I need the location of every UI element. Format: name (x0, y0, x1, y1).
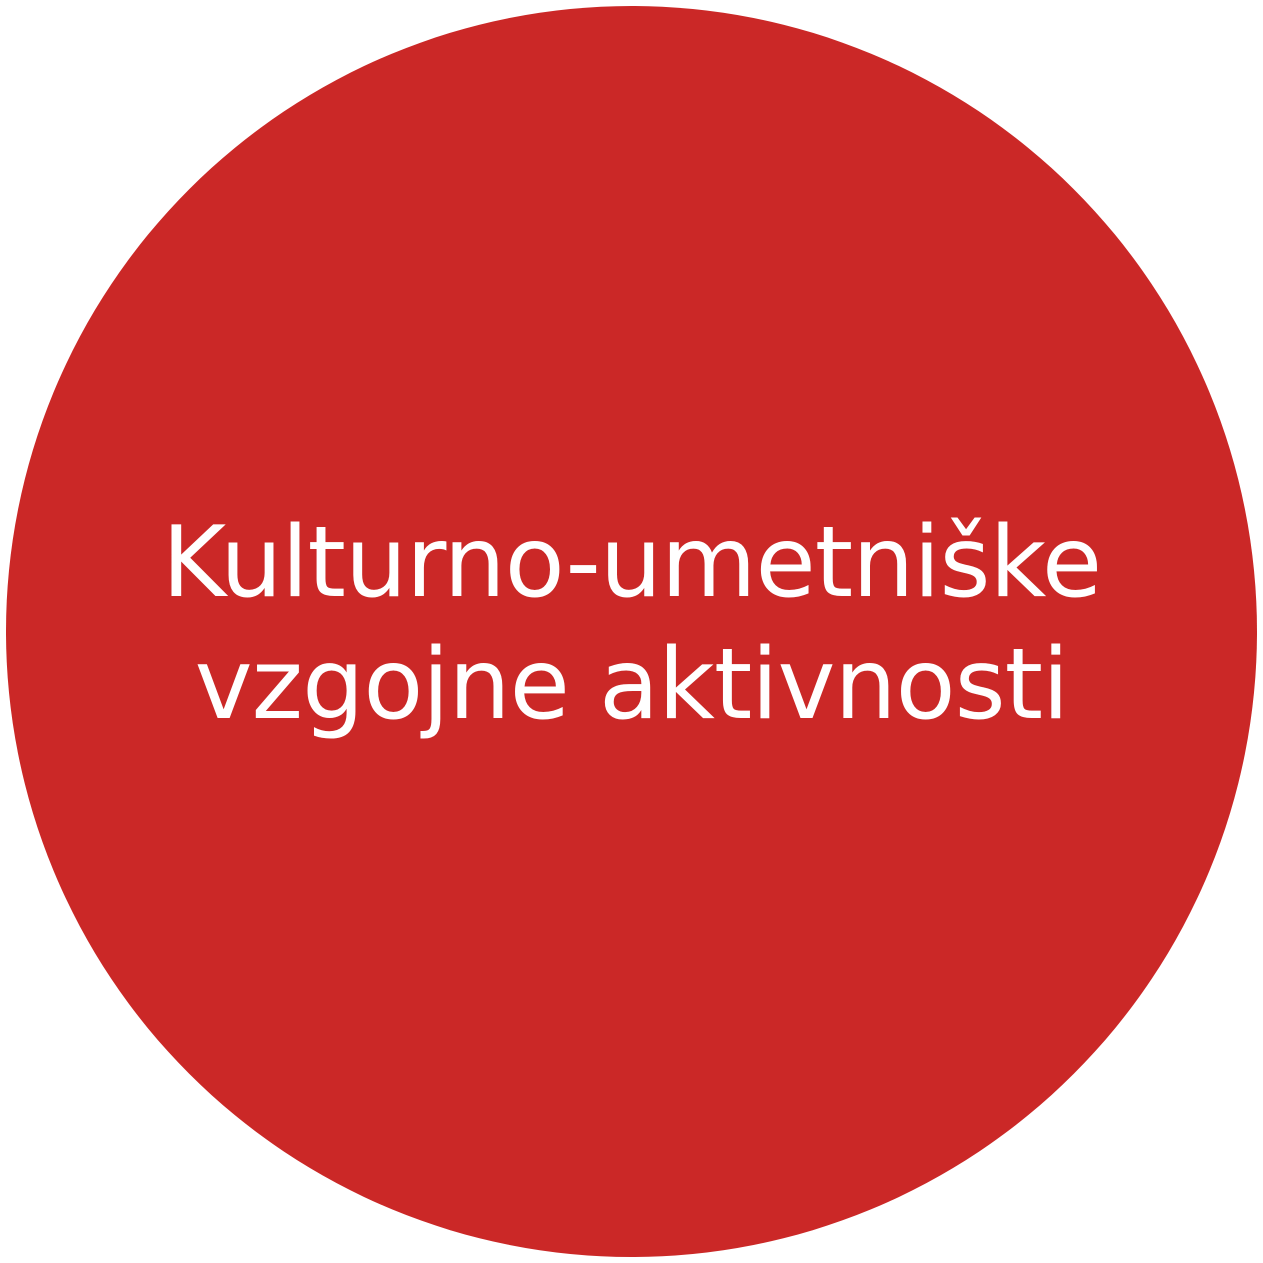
badge-text (162, 502, 1101, 746)
badge-line-1: Kulturno-umetniške (161, 506, 1102, 620)
red-circle-badge (6, 6, 1257, 1257)
badge-line-2: vzgojne aktivnosti (194, 628, 1069, 742)
